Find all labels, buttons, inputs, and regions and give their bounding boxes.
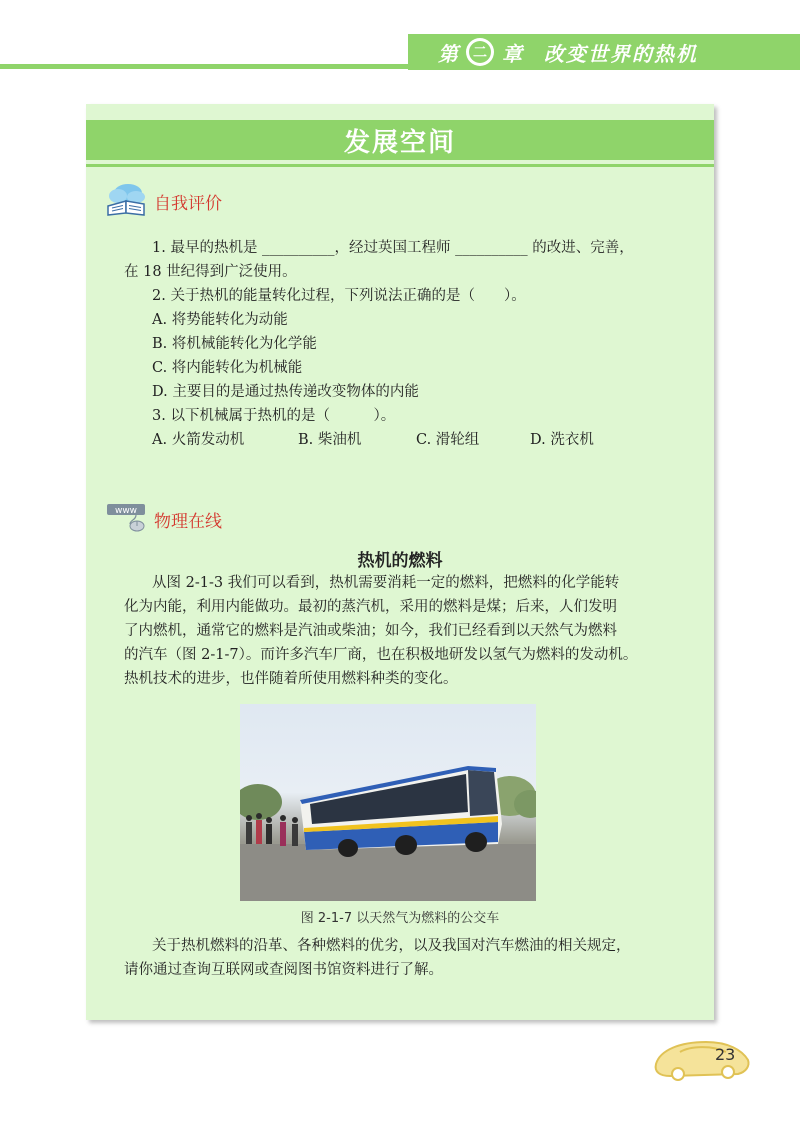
bus-photo [240,704,536,901]
closing-line-2: 请你通过查询互联网或查阅图书馆资料进行了解。 [124,962,443,978]
paragraph-line-5: 热机技术的进步，也伴随着所使用燃料种类的变化。 [124,671,458,687]
question-2-option-a: A. 将势能转化为动能 [152,312,288,328]
page-number: 23 [715,1045,736,1064]
www-text: www [114,506,138,516]
question-2-option-c: C. 将内能转化为机械能 [152,360,303,376]
photo-caption: 图 2-1-7 以天然气为燃料的公交车 [300,911,500,926]
chapter-title: 改变世界的热机 [544,41,698,66]
question-3-option-d: D. 洗衣机 [530,432,594,448]
chapter-number-badge [466,38,494,66]
question-3-option-c: C. 滑轮组 [416,432,480,448]
chapter-heading [438,38,698,67]
question-3: 3. 以下机械属于热机的是（ ）。 [152,408,396,424]
self-eval-header [104,182,222,220]
chapter-number: 二 [469,41,491,63]
question-2-option-d: D. 主要目的是通过热传递改变物体的内能 [152,384,419,400]
panel-title-bar [86,120,714,160]
paragraph-line-2: 化为内能，利用内能做功。最初的蒸汽机，采用的燃料是煤；后来，人们发明 [124,599,617,615]
chapter-prefix: 第 [438,41,458,66]
online-label: 物理在线 [154,511,222,532]
www-mouse-icon [106,502,150,536]
self-eval-label: 自我评价 [154,193,222,214]
question-3-option-a: A. 火箭发动机 [152,432,245,448]
paragraph-line-1: 从图 2-1-3 我们可以看到，热机需要消耗一定的燃料，把燃料的化学能转 [152,575,620,591]
closing-line-1: 关于热机燃料的沿革、各种燃料的优劣，以及我国对汽车燃油的相关规定， [152,938,631,954]
online-header [106,502,222,536]
panel-title: 发展空间 [343,127,456,158]
paragraph-line-3: 了内燃机，通常它的燃料是汽油或柴油；如今，我们已经看到以天然气为燃料 [124,623,617,639]
chapter-header [408,34,800,70]
car-outline-icon [650,1034,754,1088]
question-2: 2. 关于热机的能量转化过程，下列说法正确的是（ ）。 [152,288,526,304]
paragraph-line-4: 的汽车（图 2-1-7）。而许多汽车厂商，也在积极地研发以氢气为燃料的发动机。 [124,647,638,663]
question-2-option-b: B. 将机械能转化为化学能 [152,336,317,352]
question-1-line-2: 在 18 世纪得到广泛使用。 [124,264,297,280]
question-1-line-1: 1. 最早的热机是 __________，经过英国工程师 __________ 的改进、完善， [152,240,634,256]
chapter-suffix: 章 [502,41,522,66]
question-3-option-b: B. 柴油机 [298,432,362,448]
development-panel [86,104,714,1020]
panel-title-underline [86,164,714,167]
book-cloud-icon [104,182,150,220]
article-title: 热机的燃料 [357,551,443,571]
